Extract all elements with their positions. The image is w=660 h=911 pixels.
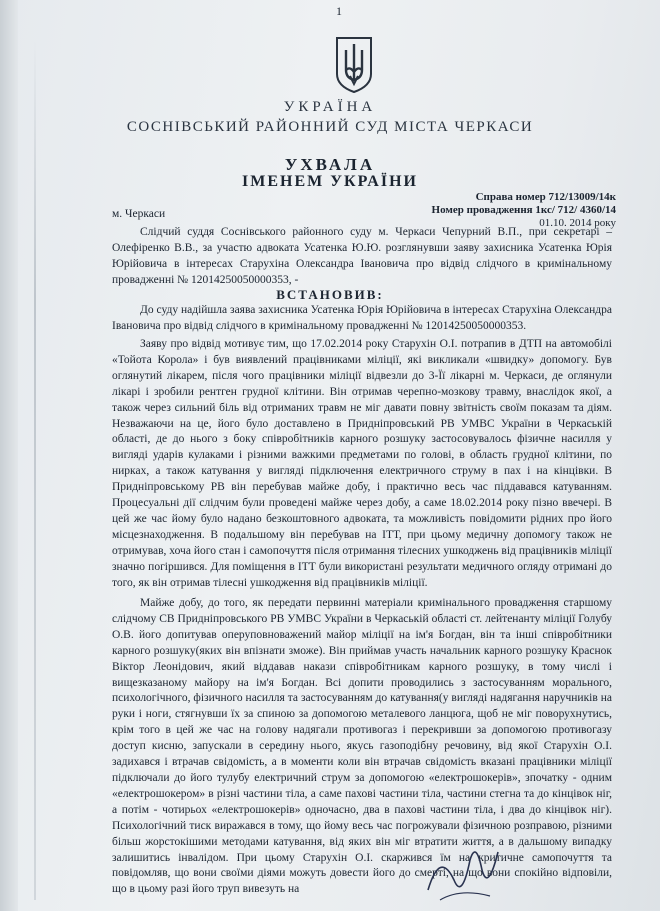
page-left-edge [0,0,18,911]
trident-emblem-icon [334,36,374,94]
established-heading: ВСТАНОВИВ: [276,287,384,302]
proceeding-number: Номер провадження 1кс/ 712/ 4360/14 [431,204,616,216]
document-subtitle: ІМЕНЕМ УКРАЇНИ [242,173,418,190]
document-date: 01.10. 2014 року [539,217,616,229]
paragraph-2: Заяву про відвід мотивує тим, що 17.02.2014 року Старухін О.І. потрапив в ДТП на автомобілі «Тойота Корола» і був виявлений працівниками міліції, які викликали «швидку» допомогу. Був оглянутий лікарем, після чого працівники міліції відвезли до 3-Її лікарні м. Черкаси, де оглянули лікарі і зробили рентген грудної клітини. Він отримав черепно-мозкову травму, внаслідок якої, а також через сильний біль від отриманих травм не міг давати повну звітність своїм показам та діям. Незважаючи на це, його було доставлено в Придніпровський РВ УМВС України в Черкаській області, де до нього з боку співробітників карного розшуку застосовувалось фізичне насилля у вигляді ударів кулаками і різними важкими предметами по голові, в область грудної клітини, по нирках, а також катування у вигляді підключення електричного струму в пах і на кінцівки. В Придніпровському РВ він перебував майже добу, і практично весь час піддавався катуванням. Процесуальні дії слідчим були проведені майже через добу, а саме 18.02.2014 року пізно ввечері. В цей же час йому було надано безкоштовного адвоката, та можливість повідомити рідних про його місцезнаходження. В подальшому він перебував на ІТТ, при цьому медичну допомогу також не отримував, хоча його стан і самопочуття після отримання тілесних ушкоджень від працівників міліції значно погіршився. Для поміщення в ІТТ були використані результати медичного огляду отримані до того, як він отримав тілесні ушкодження від працівників міліції. [112,338,612,589]
case-number: Справа номер 712/13009/14к [475,191,616,203]
country-name: УКРАЇНА [283,99,377,115]
paragraph-3: Майже добу, до того, як передати первинні матеріали кримінального провадження старшому слідчому СВ Придніпровського РВ УМВС України в Черкаській області ст. лейтенанту міліції Голубу О.В. його допитував оперуповноважений майор міліції на ім'я Богдан, він та інші співробітники карного розшуку(яких він впізнати зможе). Він приймав участь начальник карного розшуку Краснок Віктор Леонідович, який віддавав накази співробітникам карного розшуку, в тому числі і вищезказаному майору на ім'я Богдан. Всі допити проводились з застосуванням морального, психологічного, фізичного насилля та застосуванням до катування(у вигляді надягання наручників на руки і ноги, стягнувши їх за спиною за допомогою металевого ланцюга, щоб не міг поворухнутись, крім того в цей же час на голову надягали противогаз і перекривши за допомогою противогазу доступ кисню, запускали в середину нього, якусь газоподібну речовину, від якої Старухін О.І. задихався і втрачав свідомість, а в моменти коли він втрачав свідомість вказані працівники міліції підключали до його тулубу електричний струм за допомогою «електрошокерів», зпочатку - одним «електрошокером» в різні частини тіла, а саме пахові частини тіла, частини стегна та до кінцівок ніг, а потім - чотирьох «електрошокерів» одночасно, два в пахові частини тіла, і два до кінцівок ніг). Психологічний тиск виражався в тому, що йому весь час погрожували фізичною розправою, різними більш жорстокішими методами катування, від яких він міг втратити життя, а в дальшому випадку залишитись інвалідом. При цьому Старухін О.І. скаржився їм на критичне самопочуття та повідомляв, що вони своїми діями можуть довести його до смерті, на що вони спокійно відповіли, що в цьому разі його труп вивезуть на [112,597,612,896]
page-number: 1 [336,4,342,18]
city: м. Черкаси [112,208,166,220]
handwritten-signature [420,830,510,910]
paragraph-1: До суду надійшла заява захисника Усатенка Юрія Юрійовича в інтересах Старухіна Олександра Івановича про відвід слідчого в кримінальному провадженні № 12014250050000353. [112,304,612,332]
document-title: УХВАЛА [284,155,376,174]
intro-paragraph: Слідчий суддя Соснівського районного суду м. Черкаси Чепурний В.П., при секретарі – Олефіренко В.В., за участю адвоката Усатенка Ю.Ю. розглянувши заяву захисника Усатенка Юрія Юрійовича в інтересах Старухіна Олександра Івановича про відвід слідчого в кримінальному провадженні № 12014250050000353, - [112,226,612,286]
court-name: СОСНІВСЬКИЙ РАЙОННИЙ СУД МІСТА ЧЕРКАСИ [126,119,534,135]
